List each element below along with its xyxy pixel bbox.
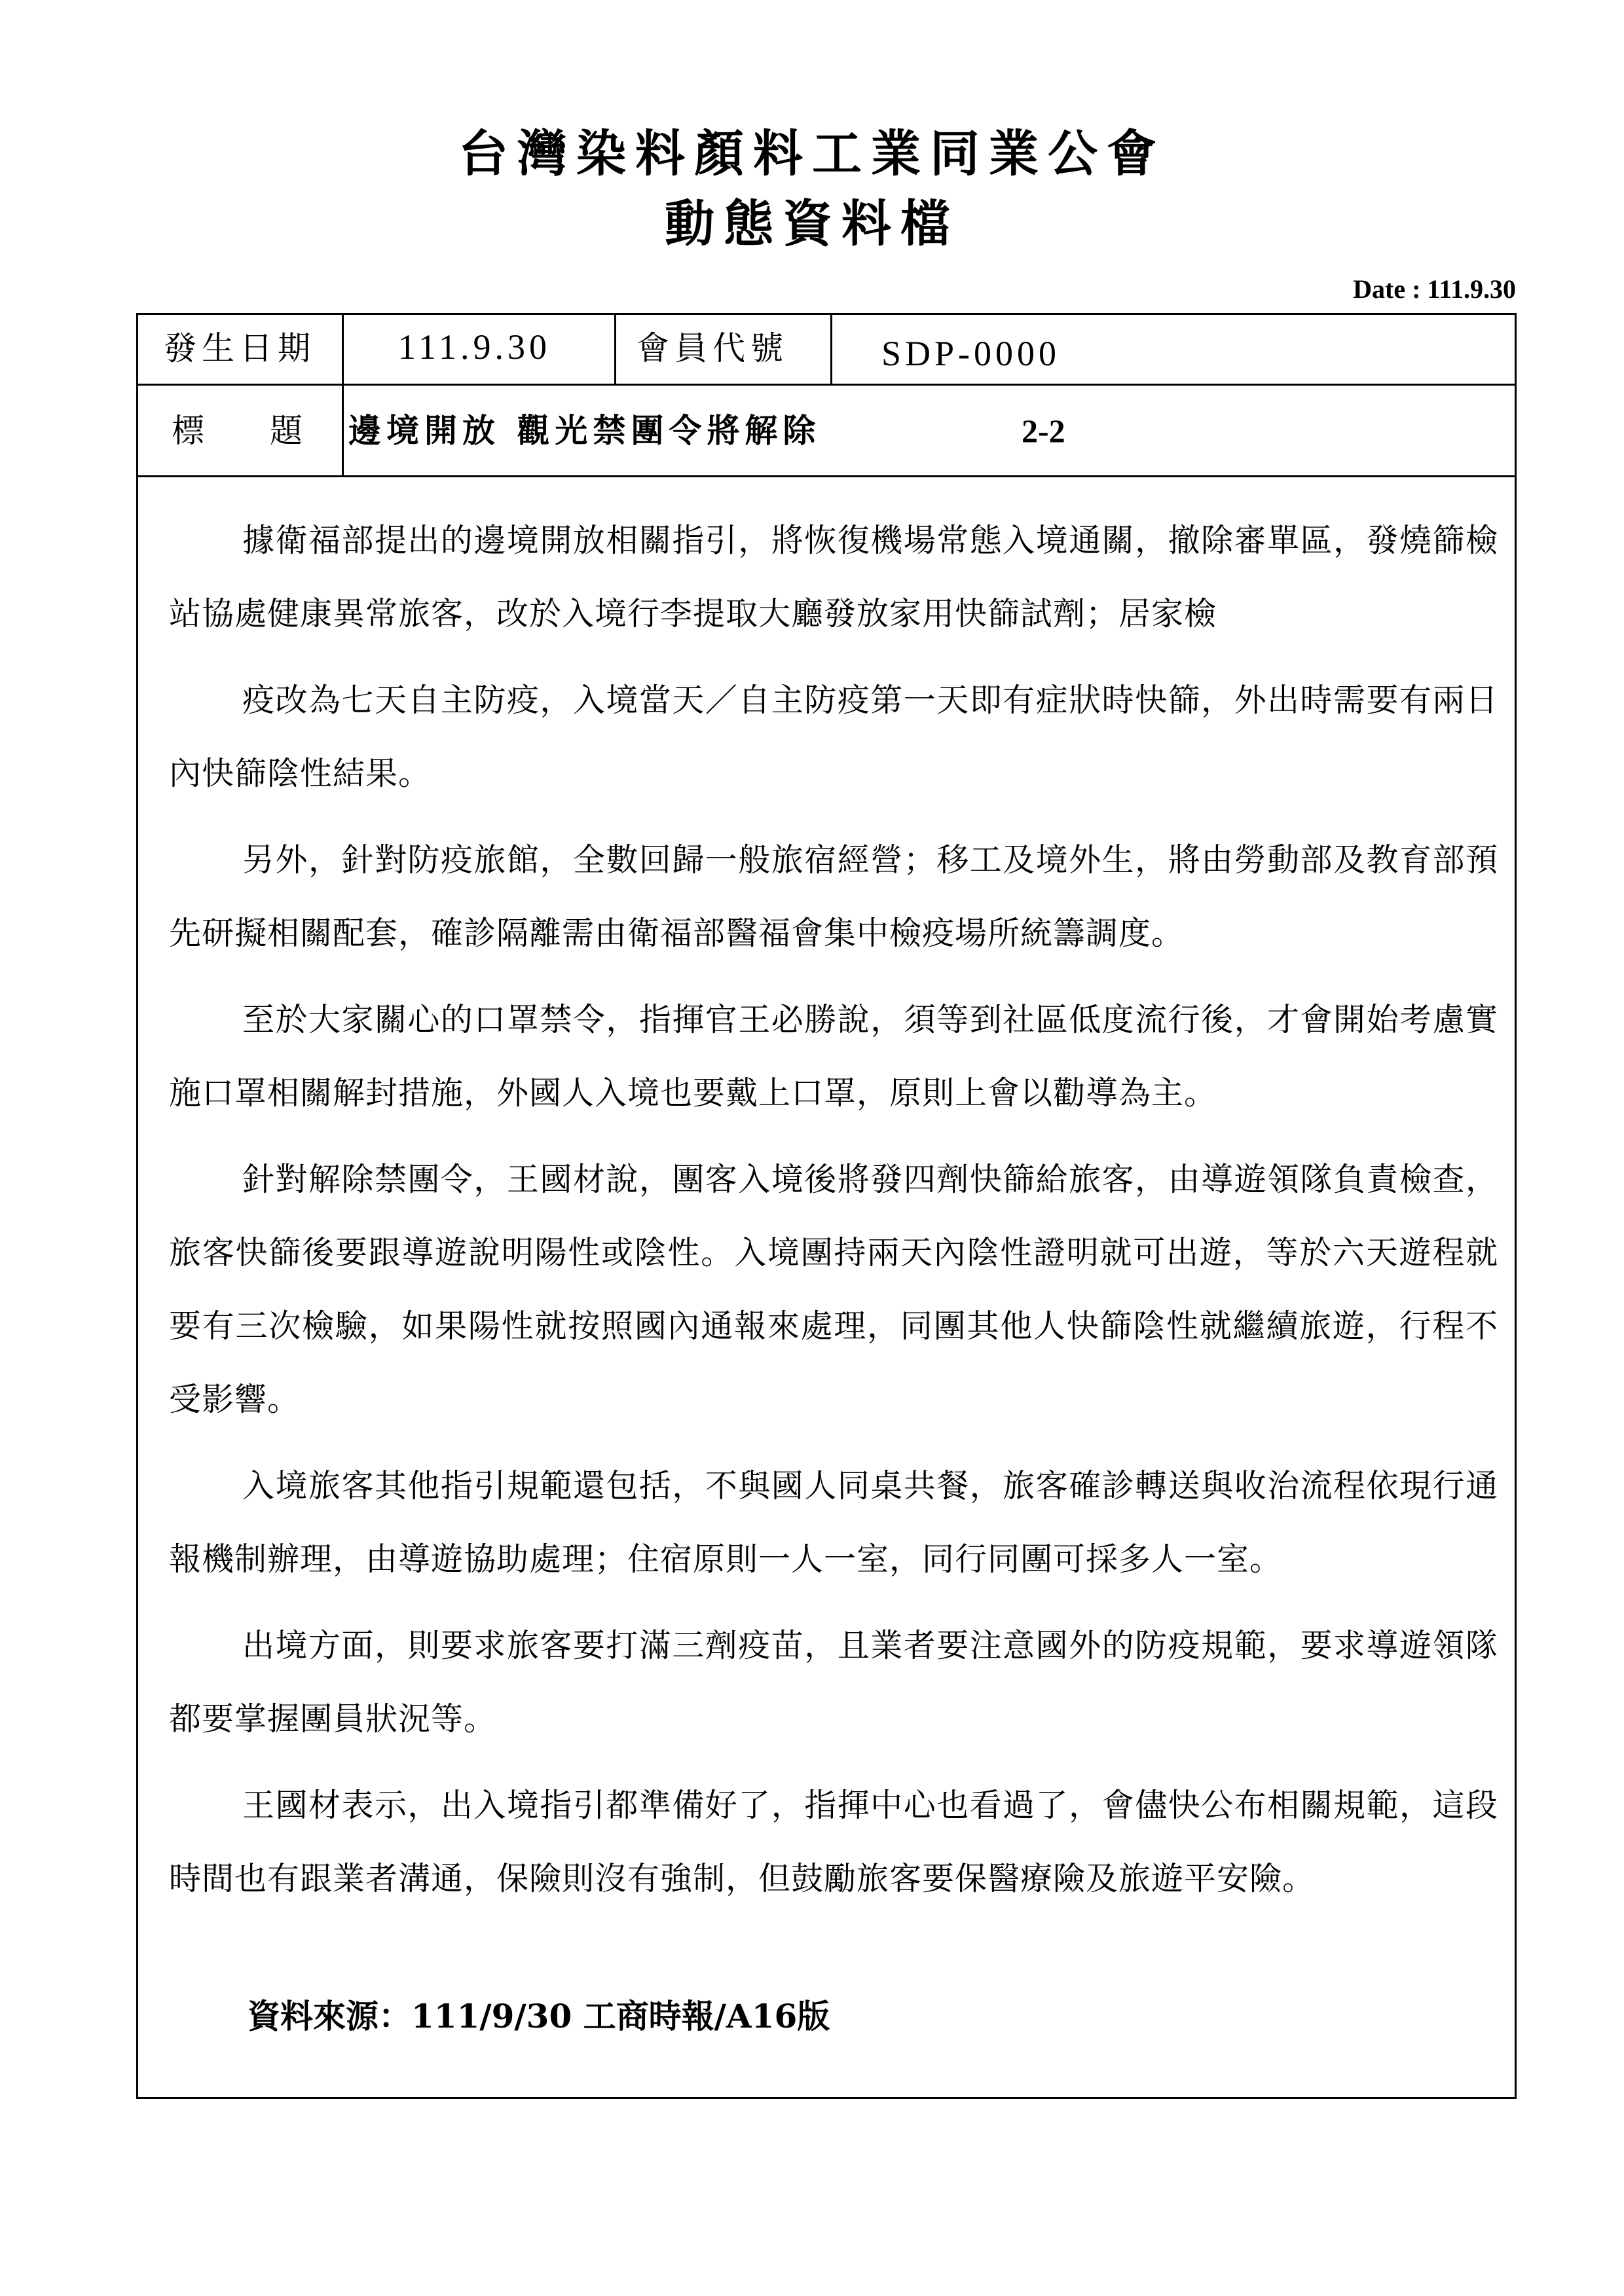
paragraph: 至於大家關心的口罩禁令，指揮官王必勝說，須等到社區低度流行後，才會開始考慮實施口罩相關解封措施，外國人入境也要戴上口罩，原則上會以勸導為主。 (169, 1001, 1498, 1112)
member-field-value: SDP-0000 (881, 334, 1061, 373)
paragraph: 疫改為七天自主防疫，入境當天／自主防疫第一天即有症狀時快篩，外出時需要有兩日內快篩陰性結果。 (169, 682, 1498, 792)
paragraph: 出境方面，則要求旅客要打滿三劑疫苗，且業者要注意國外的防疫規範，要求導遊領隊都要掌握團員狀況等。 (169, 1627, 1498, 1738)
subject-field-value: 邊境開放 觀光禁團令將解除 (348, 411, 821, 450)
subject-field-label: 標 題 (172, 412, 303, 450)
paragraph: 入境旅客其他指引規範還包括，不與國人同桌共餐，旅客確診轉送與收治流程依現行通報機制辦理，由導遊協助處理；住宿原則一人一室，同行同團可採多人一室。 (169, 1467, 1498, 1578)
org-name: 台灣染料顏料工業同業公會 (458, 124, 1166, 183)
member-field-label: 會員代號 (637, 329, 788, 367)
column-divider (830, 313, 832, 385)
column-divider (342, 313, 344, 477)
paragraph: 據衛福部提出的邊境開放相關指引，將恢復機場常態入境通關，撤除審單區，發燒篩檢站協處健康異常旅客，改於入境行李提取大廳發放家用快篩試劑；居家檢 (169, 522, 1498, 632)
subject-part: 2-2 (1022, 412, 1065, 449)
paragraph: 另外，針對防疫旅館，全數回歸一般旅宿經營；移工及境外生，將由勞動部及教育部預先研擬相關配套，確診隔離需由衛福部醫福會集中檢疫場所統籌調度。 (169, 841, 1498, 952)
date-field-value: 111.9.30 (398, 327, 551, 367)
source-citation: 資料來源：111/9/30 工商時報/A16版 (248, 1997, 830, 2035)
doc-title: 動態資料檔 (665, 194, 959, 253)
date-field-label: 發生日期 (164, 329, 316, 367)
date-label: Date : 111.9.30 (1353, 274, 1516, 304)
paragraph: 王國材表示，出入境指引都準備好了，指揮中心也看過了，會儘快公布相關規範，這段時間也有跟業者溝通，保險則沒有強制，但鼓勵旅客要保醫療險及旅遊平安險。 (169, 1787, 1498, 1897)
article-body (169, 504, 1498, 1929)
paragraph: 針對解除禁團令，王國材說，團客入境後將發四劑快篩給旅客，由導遊領隊負責檢查，旅客快篩後要跟導遊說明陽性或陰性。入境團持兩天內陰性證明就可出遊，等於六天遊程就要有三次檢驗，如果陽性就按照國內通報來處理，同團其他人快篩陰性就繼續旅遊，行程不受影響。 (169, 1161, 1498, 1418)
column-divider (614, 313, 616, 385)
